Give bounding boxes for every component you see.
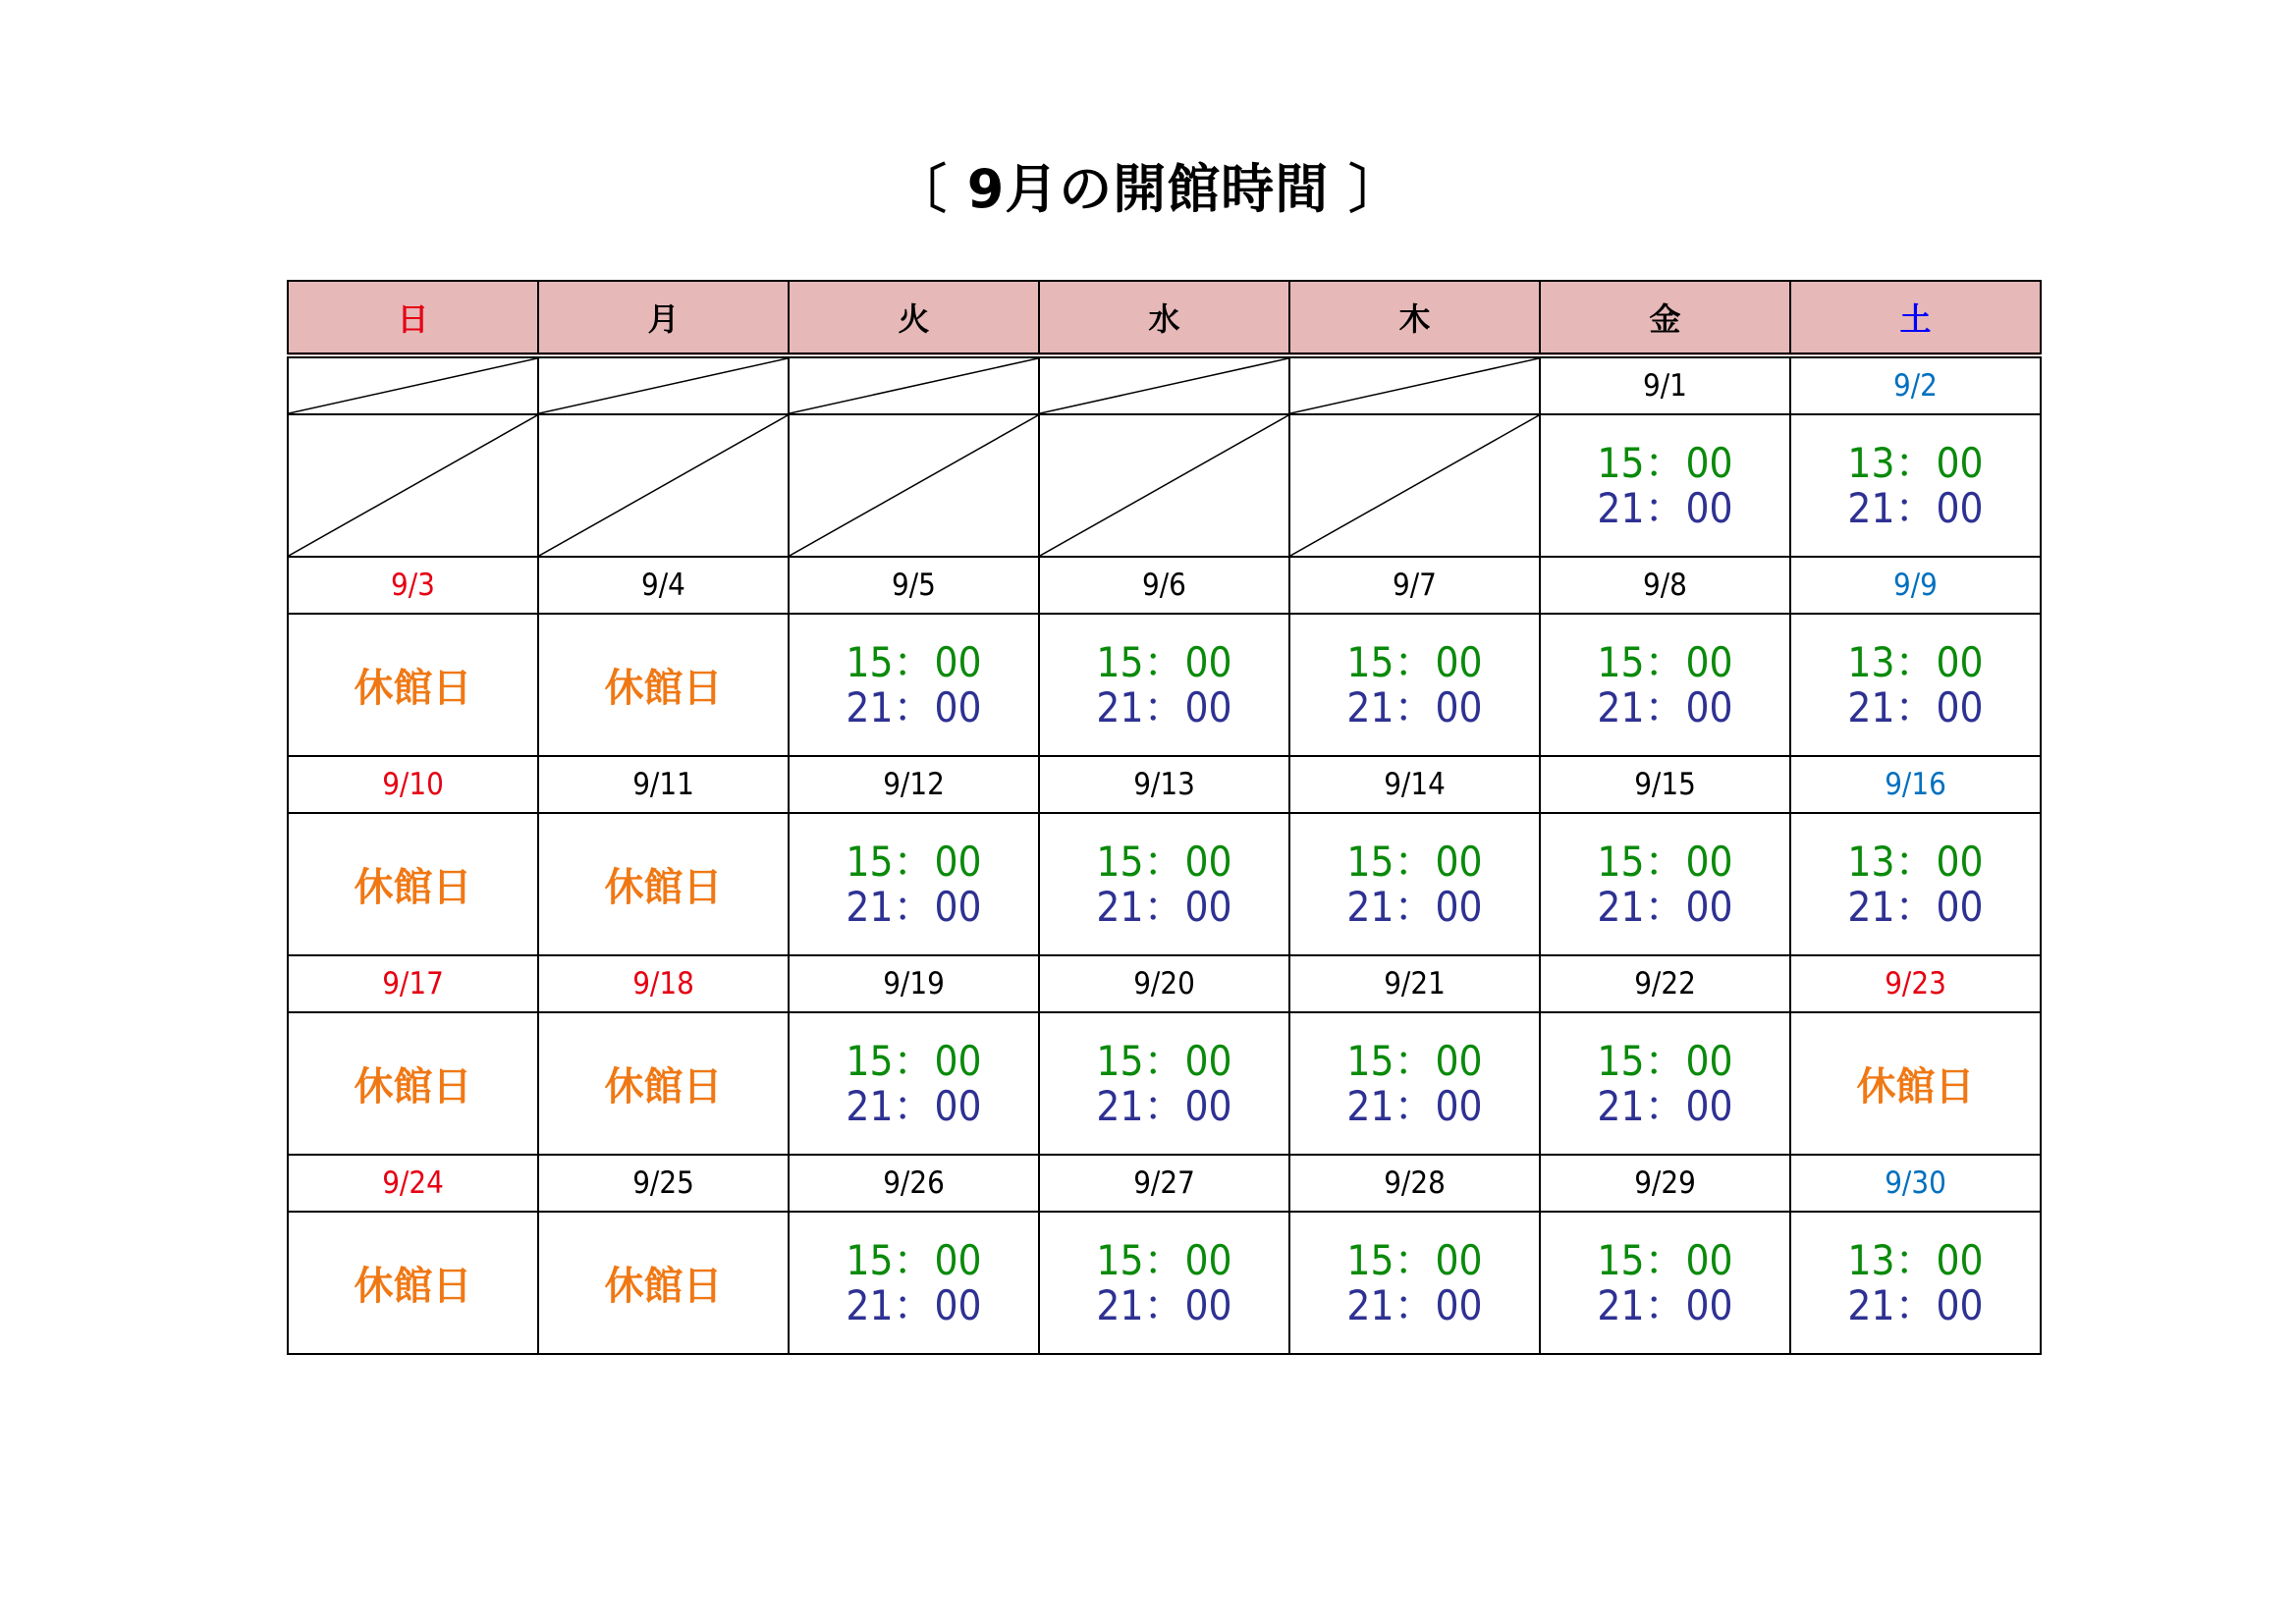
date-cell: [288, 955, 538, 1012]
hours-row: [288, 1012, 2041, 1155]
opening-hours: [790, 839, 1038, 930]
date-cell: [1540, 557, 1790, 614]
empty-cell-slash: [289, 415, 537, 556]
date-cell: [1289, 955, 1540, 1012]
date-cell: [1039, 1155, 1289, 1212]
empty-hours-cell: [538, 414, 789, 557]
date-label: 9/21: [1384, 966, 1446, 1001]
hours-row: [288, 614, 2041, 756]
date-cell: [1039, 955, 1289, 1012]
empty-date-cell: [538, 355, 789, 414]
opening-time: 15：00: [1597, 1235, 1733, 1284]
opening-hours: [1040, 1235, 1288, 1329]
date-row: [288, 355, 2041, 414]
opening-hours: [1541, 438, 1789, 532]
hours-cell: [789, 1212, 1039, 1354]
opening-time: 15：00: [1096, 637, 1232, 686]
opening-hours: [1290, 1036, 1539, 1130]
date-label: 9/9: [1893, 568, 1938, 603]
opening-time: 15：00: [846, 1036, 982, 1085]
date-label: 9/11: [632, 767, 694, 802]
weekday-header-wed: 水: [1039, 281, 1289, 355]
opening-hours: [1791, 637, 2040, 731]
empty-hours-cell: [1289, 414, 1540, 557]
hours-cell: [1289, 1212, 1540, 1354]
opening-time: 15：00: [1597, 837, 1733, 886]
date-label: 9/10: [382, 767, 444, 802]
empty-date-cell: [1039, 355, 1289, 414]
hours-cell: [538, 1212, 789, 1354]
closing-time: 21：00: [1847, 483, 1984, 532]
date-row: [288, 955, 2041, 1012]
hours-cell: [1039, 1212, 1289, 1354]
date-cell: [1790, 557, 2041, 614]
date-label: 9/8: [1643, 568, 1687, 603]
closing-time: 21：00: [1346, 682, 1483, 731]
empty-cell-slash: [790, 358, 1038, 413]
opening-hours: [1040, 637, 1288, 731]
empty-date-cell: [789, 355, 1039, 414]
closing-time: 21：00: [1096, 1081, 1232, 1130]
empty-cell-slash: [1040, 415, 1288, 556]
date-cell: [789, 955, 1039, 1012]
hours-cell: [1540, 1212, 1790, 1354]
hours-cell: [1790, 1012, 2041, 1155]
hours-cell: [1790, 1212, 2041, 1354]
date-label: 9/13: [1133, 767, 1195, 802]
hours-cell: [538, 1012, 789, 1155]
hours-cell: [1540, 1012, 1790, 1155]
date-label: 9/23: [1885, 966, 1946, 1001]
empty-cell-slash: [539, 358, 788, 413]
empty-date-cell: [288, 355, 538, 414]
date-label: 9/24: [382, 1165, 444, 1201]
closed-label: 休館日: [354, 1264, 472, 1309]
opening-hours: [1791, 438, 2040, 532]
date-label: 9/18: [632, 966, 694, 1001]
hours-cell: [538, 813, 789, 955]
opening-time: 13：00: [1847, 837, 1984, 886]
closing-time: 21：00: [1597, 1280, 1733, 1329]
date-label: 9/12: [883, 767, 945, 802]
opening-hours: [1290, 637, 1539, 731]
opening-time: 15：00: [846, 1235, 982, 1284]
empty-cell-slash: [539, 415, 788, 556]
date-cell: [538, 557, 789, 614]
date-label: 9/19: [883, 966, 945, 1001]
opening-hours: [1040, 839, 1288, 930]
empty-hours-cell: [288, 414, 538, 557]
date-cell: [1790, 355, 2041, 414]
weekday-header-tue: 火: [789, 281, 1039, 355]
date-cell: [1540, 756, 1790, 813]
closed-label: 休館日: [354, 865, 472, 910]
date-label: 9/26: [883, 1165, 945, 1201]
opening-time: 15：00: [1597, 438, 1733, 487]
empty-cell-slash: [289, 358, 537, 413]
date-label: 9/3: [391, 568, 435, 603]
weekday-header-sat: 土: [1790, 281, 2041, 355]
closing-time: 21：00: [1847, 882, 1984, 931]
opening-hours: [1791, 839, 2040, 930]
hours-cell: [789, 813, 1039, 955]
opening-time: 13：00: [1847, 438, 1984, 487]
opening-time: 15：00: [1597, 1036, 1733, 1085]
closing-time: 21：00: [1346, 1081, 1483, 1130]
date-row: [288, 1155, 2041, 1212]
hours-cell: [1540, 614, 1790, 756]
opening-time: 15：00: [1346, 837, 1483, 886]
hours-cell: [538, 614, 789, 756]
empty-cell-slash: [790, 415, 1038, 556]
opening-hours: [790, 637, 1038, 731]
opening-time: 15：00: [1597, 637, 1733, 686]
hours-cell: [1289, 1012, 1540, 1155]
empty-hours-cell: [1039, 414, 1289, 557]
hours-cell: [288, 813, 538, 955]
closed-label: 休館日: [1856, 1064, 1975, 1110]
hours-row: [288, 414, 2041, 557]
closed-label: 休館日: [604, 1064, 723, 1110]
date-cell: [538, 756, 789, 813]
date-label: 9/30: [1885, 1165, 1946, 1201]
hours-row: [288, 1212, 2041, 1354]
date-cell: [1540, 355, 1790, 414]
hours-cell: [1790, 614, 2041, 756]
closing-time: 21：00: [846, 682, 982, 731]
weekday-header-sun: 日: [288, 281, 538, 355]
opening-time: 15：00: [1346, 1036, 1483, 1085]
date-row: [288, 756, 2041, 813]
hours-cell: [1289, 813, 1540, 955]
weekday-header-thu: 木: [1289, 281, 1540, 355]
hours-cell: [288, 1212, 538, 1354]
date-cell: [288, 557, 538, 614]
date-label: 9/1: [1643, 368, 1687, 404]
hours-cell: [1540, 813, 1790, 955]
opening-hours: [1541, 637, 1789, 731]
opening-time: 15：00: [1096, 1036, 1232, 1085]
empty-cell-slash: [1290, 358, 1539, 413]
opening-hours: [1541, 839, 1789, 930]
date-cell: [1790, 756, 2041, 813]
closing-time: 21：00: [846, 882, 982, 931]
date-label: 9/4: [641, 568, 685, 603]
hours-cell: [1289, 614, 1540, 756]
date-cell: [1039, 756, 1289, 813]
calendar-body: [288, 355, 2041, 1354]
date-cell: [789, 1155, 1039, 1212]
hours-cell: [1039, 1012, 1289, 1155]
weekday-header-fri: 金: [1540, 281, 1790, 355]
opening-hours-calendar: [287, 280, 2042, 1355]
date-label: 9/14: [1384, 767, 1446, 802]
closed-label: 休館日: [604, 865, 723, 910]
closing-time: 21：00: [1597, 1081, 1733, 1130]
opening-hours: [1290, 839, 1539, 930]
closing-time: 21：00: [1847, 1280, 1984, 1329]
hours-cell: [1790, 813, 2041, 955]
date-cell: [1289, 557, 1540, 614]
closing-time: 21：00: [1597, 483, 1733, 532]
opening-time: 13：00: [1847, 1235, 1984, 1284]
closing-time: 21：00: [1847, 682, 1984, 731]
closing-time: 21：00: [846, 1280, 982, 1329]
empty-cell-slash: [1040, 358, 1288, 413]
opening-time: 15：00: [846, 637, 982, 686]
date-label: 9/5: [892, 568, 936, 603]
empty-date-cell: [1289, 355, 1540, 414]
opening-hours: [1541, 1036, 1789, 1130]
date-label: 9/27: [1133, 1165, 1195, 1201]
date-label: 9/20: [1133, 966, 1195, 1001]
date-label: 9/7: [1393, 568, 1437, 603]
date-label: 9/6: [1142, 568, 1186, 603]
opening-hours: [1541, 1235, 1789, 1329]
date-cell: [1790, 1155, 2041, 1212]
hours-cell: [1540, 414, 1790, 557]
closing-time: 21：00: [1597, 882, 1733, 931]
date-label: 9/22: [1634, 966, 1696, 1001]
date-label: 9/15: [1634, 767, 1696, 802]
page-title: 〔 9月の開館時間 〕: [893, 158, 1403, 220]
date-cell: [538, 1155, 789, 1212]
hours-cell: [1039, 614, 1289, 756]
closed-label: 休館日: [354, 666, 472, 711]
closing-time: 21：00: [1096, 882, 1232, 931]
weekday-header-mon: 月: [538, 281, 789, 355]
date-cell: [1790, 955, 2041, 1012]
opening-hours: [1791, 1235, 2040, 1329]
closed-label: 休館日: [604, 1264, 723, 1309]
opening-hours: [1290, 1235, 1539, 1329]
weekday-header-row: [288, 281, 2041, 355]
date-label: 9/16: [1885, 767, 1946, 802]
date-cell: [789, 557, 1039, 614]
opening-hours: [790, 1235, 1038, 1329]
closing-time: 21：00: [1096, 682, 1232, 731]
hours-cell: [288, 614, 538, 756]
date-cell: [538, 955, 789, 1012]
date-cell: [1540, 1155, 1790, 1212]
opening-time: 15：00: [1346, 1235, 1483, 1284]
closed-label: 休館日: [354, 1064, 472, 1110]
hours-cell: [288, 1012, 538, 1155]
opening-time: 15：00: [1096, 837, 1232, 886]
date-cell: [789, 756, 1039, 813]
date-cell: [1039, 557, 1289, 614]
date-row: [288, 557, 2041, 614]
date-label: 9/17: [382, 966, 444, 1001]
date-cell: [288, 1155, 538, 1212]
date-label: 9/2: [1893, 368, 1938, 404]
closing-time: 21：00: [1346, 1280, 1483, 1329]
date-label: 9/29: [1634, 1165, 1696, 1201]
date-cell: [1289, 756, 1540, 813]
hours-row: [288, 813, 2041, 955]
opening-time: 15：00: [846, 837, 982, 886]
date-cell: [1540, 955, 1790, 1012]
date-label: 9/25: [632, 1165, 694, 1201]
closed-label: 休館日: [604, 666, 723, 711]
hours-cell: [789, 614, 1039, 756]
hours-cell: [1790, 414, 2041, 557]
opening-time: 13：00: [1847, 637, 1984, 686]
empty-cell-slash: [1290, 415, 1539, 556]
hours-cell: [1039, 813, 1289, 955]
closing-time: 21：00: [1597, 682, 1733, 731]
empty-hours-cell: [789, 414, 1039, 557]
closing-time: 21：00: [846, 1081, 982, 1130]
opening-hours: [1040, 1036, 1288, 1130]
date-cell: [288, 756, 538, 813]
date-cell: [1289, 1155, 1540, 1212]
closing-time: 21：00: [1096, 1280, 1232, 1329]
closing-time: 21：00: [1346, 882, 1483, 931]
hours-cell: [789, 1012, 1039, 1155]
opening-time: 15：00: [1346, 637, 1483, 686]
opening-time: 15：00: [1096, 1235, 1232, 1284]
date-label: 9/28: [1384, 1165, 1446, 1201]
opening-hours: [790, 1036, 1038, 1130]
